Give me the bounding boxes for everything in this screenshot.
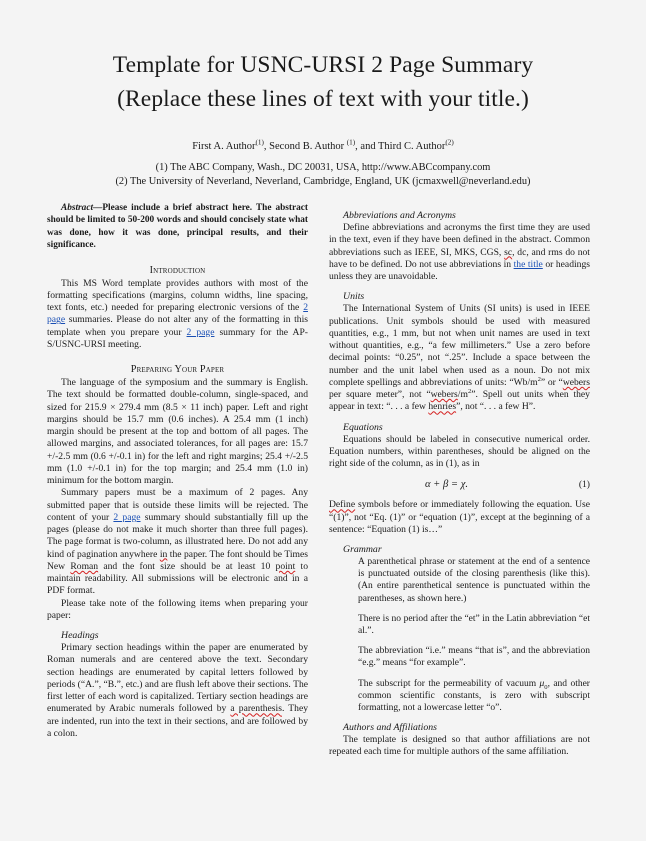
subsection-heading-equations: Equations bbox=[343, 421, 383, 433]
spellcheck-word-define: Define bbox=[329, 499, 356, 511]
section-heading-introduction: Introduction bbox=[149, 264, 206, 276]
equation-1-number: (1) bbox=[578, 479, 590, 491]
equation-row bbox=[329, 479, 590, 490]
author-3-affiliation-marker: (2) bbox=[445, 138, 454, 147]
subsection-heading-grammar: Grammar bbox=[343, 544, 382, 555]
link-2-page-1[interactable]: 2 page bbox=[47, 302, 308, 326]
affiliation-1: (1) The ABC Company, Wash., DC 20031, USA, http://www.ABCcompany.com bbox=[155, 161, 491, 173]
subsection-heading-headings: Headings bbox=[61, 630, 99, 642]
units-text-f: ”, not “. . . a few H”. bbox=[456, 401, 536, 413]
equations-text-a: symbols before or immediately following the equation. Use “(1)”, not “Eq. (1)” or “equation (1)”, except at the beginning of a sentence: “Equation (1) is…” bbox=[329, 499, 590, 535]
spellcheck-word-point: point bbox=[275, 560, 296, 572]
author-2-name: Second B. Author bbox=[269, 141, 347, 152]
link-2-page-3[interactable]: 2 page bbox=[113, 511, 141, 523]
preparing-text-b: summary should substantially fill up the pages (please do not make it much shorter than three full pages). The page format is two-column, as illustrated here. Do not add any kind of pagination anywhere bbox=[47, 511, 308, 560]
right-column bbox=[329, 202, 590, 759]
intro-text-c: summary for the AP-S/USNC-URSI meeting. bbox=[47, 326, 308, 350]
link-the-title[interactable]: the title bbox=[513, 258, 543, 270]
spellcheck-word-roman: Roman bbox=[70, 560, 99, 572]
spellcheck-word-webers-1: webers bbox=[562, 376, 590, 388]
headings-paragraph-1 bbox=[47, 642, 308, 740]
introduction-paragraph-1 bbox=[47, 278, 308, 352]
affiliation-2: (2) The University of Neverland, Neverland, Cambridge, England, UK (jcmaxwell@neverland.edu) bbox=[115, 176, 531, 187]
title-block bbox=[0, 0, 646, 116]
grammar-list-item-4 bbox=[329, 678, 590, 715]
grammar-item4-text-b: , and other common scientific constants, is zero with subscript formatting, not a lowercase letter “o”. bbox=[358, 678, 590, 714]
grammar-list-item-2: There is no period after the “et” in the Latin abbreviation “et al.”. bbox=[358, 613, 590, 637]
units-paragraph-1 bbox=[329, 303, 590, 413]
grammar-item4-text-a: The subscript for the permeability of vacuum bbox=[358, 678, 540, 689]
body-columns bbox=[47, 202, 599, 759]
spellcheck-phrase-a-parenthesis: a parenthesis bbox=[230, 703, 282, 715]
abbrev-text-b: , dc, and rms do not have to be defined. Do not use abbreviations in bbox=[329, 246, 590, 270]
preparing-paragraph-3: Please take note of the following items when preparing your paper: bbox=[47, 597, 308, 621]
preparing-text-c: the paper. The font should be Times New bbox=[47, 548, 308, 572]
headings-text-a: Primary section headings within the paper are enumerated by Roman numerals and are centered above the text. Secondary section headings are enumerated by capital letters followed by periods (“A.”, “B.”, etc.) and are flush left above their sections. The first letter of each word is capitalized. Tertiary section headings are enumerated by Arabic numerals followed by bbox=[47, 642, 308, 715]
equations-paragraph-2 bbox=[329, 499, 590, 536]
preparing-paragraph-1: The language of the symposium and the summary is English. The text should be formatted double-column, single-spaced, and sized for 215.9 × 279.4 mm (8.5 × 11 inch) paper. Left and right margins should be 15.7 mm (0.6 inches). A 25.4 mm (1 inch) margin should be present at the top and bottom of all pages. The allowed margins, and associated tolerances, for all pages are: 15.7 +/-2.5 mm (0.6 +/-0.1 in) for the left and right margins; 25.4 +/-2.5 mm (1.0 +/-0.1 in) for the top margin; and 25.4 mm (1.0 in) minimum for the bottom margin. bbox=[47, 377, 308, 487]
abstract-label: Abstract bbox=[61, 203, 94, 213]
headings-text-b: . They are indented, run into the text in their sections, and are followed by a colon. bbox=[47, 703, 308, 739]
link-2-page-2[interactable]: 2 page bbox=[186, 326, 215, 338]
equation-1-expression: α + β = χ. bbox=[424, 479, 469, 491]
grammar-item4-subscript: 0 bbox=[544, 683, 548, 691]
intro-text-b: summaries. Please do not alter any of the formatting in this template when you prepare your bbox=[47, 314, 308, 338]
abbrev-text-c: or headings unless they are unavoidable. bbox=[329, 258, 590, 282]
subsection-heading-authors-and-affiliations: Authors and Affiliations bbox=[343, 722, 437, 734]
page-title-line-1: Template for USNC-URSI 2 Page Summary bbox=[112, 52, 534, 78]
author-byline bbox=[0, 140, 646, 155]
preparing-paragraph-2 bbox=[47, 487, 308, 597]
intro-text-a: This MS Word template provides authors with most of the formatting specifications (margins, column widths, line spacing, text fonts, etc.) needed for preparing electronic versions of the bbox=[47, 277, 308, 314]
spellcheck-word-sc: sc bbox=[504, 246, 513, 258]
page-title-line-2: (Replace these lines of text with your title.) bbox=[117, 86, 529, 112]
abstract-text: Please include a brief abstract here. The abstract should be limited to 50-200 words and should concisely state what was done, how it was done, principal results, and their significance. bbox=[47, 203, 308, 251]
units-text-c: per square meter”, not “ bbox=[329, 389, 431, 400]
abstract-paragraph bbox=[47, 202, 308, 252]
subsection-heading-abbreviations-and-acronyms: Abbreviations and Acronyms bbox=[343, 210, 456, 221]
abbreviations-paragraph-1 bbox=[329, 222, 590, 283]
units-text-b: ” or “ bbox=[540, 376, 563, 388]
grammar-list bbox=[329, 556, 590, 714]
units-text-e: ”. Spell out units when they appear in text: “. . . a few bbox=[329, 389, 590, 413]
equations-paragraph-1: Equations should be labeled in consecutive numerical order. Equation numbers, within parentheses, should be aligned on the right side of the column, as in (1), as in bbox=[329, 433, 590, 469]
authors-affiliations-paragraph-1: The template is designed so that author affiliations are not repeated each time for multiple authors of the same affiliation. bbox=[329, 734, 590, 758]
preparing-text-a: Summary papers must be a maximum of 2 pages. Any submitted paper that is outside these limits will be rejected. The content of your bbox=[47, 487, 308, 523]
section-heading-preparing-your-paper: Preparing Your Paper bbox=[130, 364, 225, 376]
grammar-item4-mu-symbol: μ bbox=[539, 678, 545, 689]
preparing-text-d: and the font size should be at least 10 bbox=[98, 560, 276, 572]
spellcheck-word-webers-2: webers bbox=[430, 389, 458, 400]
units-text-a: The International System of Units (SI units) is used in IEEE publications. Unit symbols should be used with measured quantities, e.g., 1 mm, but not when unit names are used in text without quantities, e.g., “a few millimeters.” Use a zero before decimal points: “0.25”, not “.25”. Include a space between the number and the unit label when used as a noun. Do not mix complete spellings and abbreviations of units: “Wb/m bbox=[329, 303, 590, 388]
grammar-list-item-3: The abbreviation “i.e.” means “that is”, and the abbreviation “e.g.” means “for example”. bbox=[358, 646, 590, 669]
units-superscript-2: 2 bbox=[467, 387, 472, 395]
units-text-d: /m bbox=[457, 389, 468, 400]
spellcheck-word-henries: henries bbox=[428, 401, 457, 413]
author-1-name: First A. Author bbox=[192, 141, 256, 152]
author-3-name: Third C. Author bbox=[378, 141, 446, 152]
left-column bbox=[47, 202, 308, 759]
author-separator-1: , bbox=[263, 141, 270, 152]
preparing-text-e: to maintain readability. All submissions will be electronic and in a PDF format. bbox=[47, 560, 308, 597]
units-superscript-1: 2 bbox=[537, 375, 541, 383]
author-1-affiliation-marker: (1) bbox=[255, 138, 264, 147]
author-2-affiliation-marker: (1) bbox=[346, 138, 356, 147]
abstract-dash: — bbox=[93, 203, 103, 213]
author-separator-2: , and bbox=[355, 141, 379, 152]
spellcheck-word-in: in bbox=[159, 548, 168, 560]
abbrev-text-a: Define abbreviations and acronyms the first time they are used in the text, even if they have been defined in the abstract. Common abbreviations such as IEEE, SI, MKS, CGS, bbox=[329, 222, 590, 258]
subsection-heading-units: Units bbox=[343, 291, 365, 303]
grammar-list-item-1: A parenthetical phrase or statement at the end of a sentence is punctuated outside of the closing parenthesis (like this). (An entire parenthetical sentence is punctuated within the parentheses, as shown here.) bbox=[358, 557, 590, 604]
